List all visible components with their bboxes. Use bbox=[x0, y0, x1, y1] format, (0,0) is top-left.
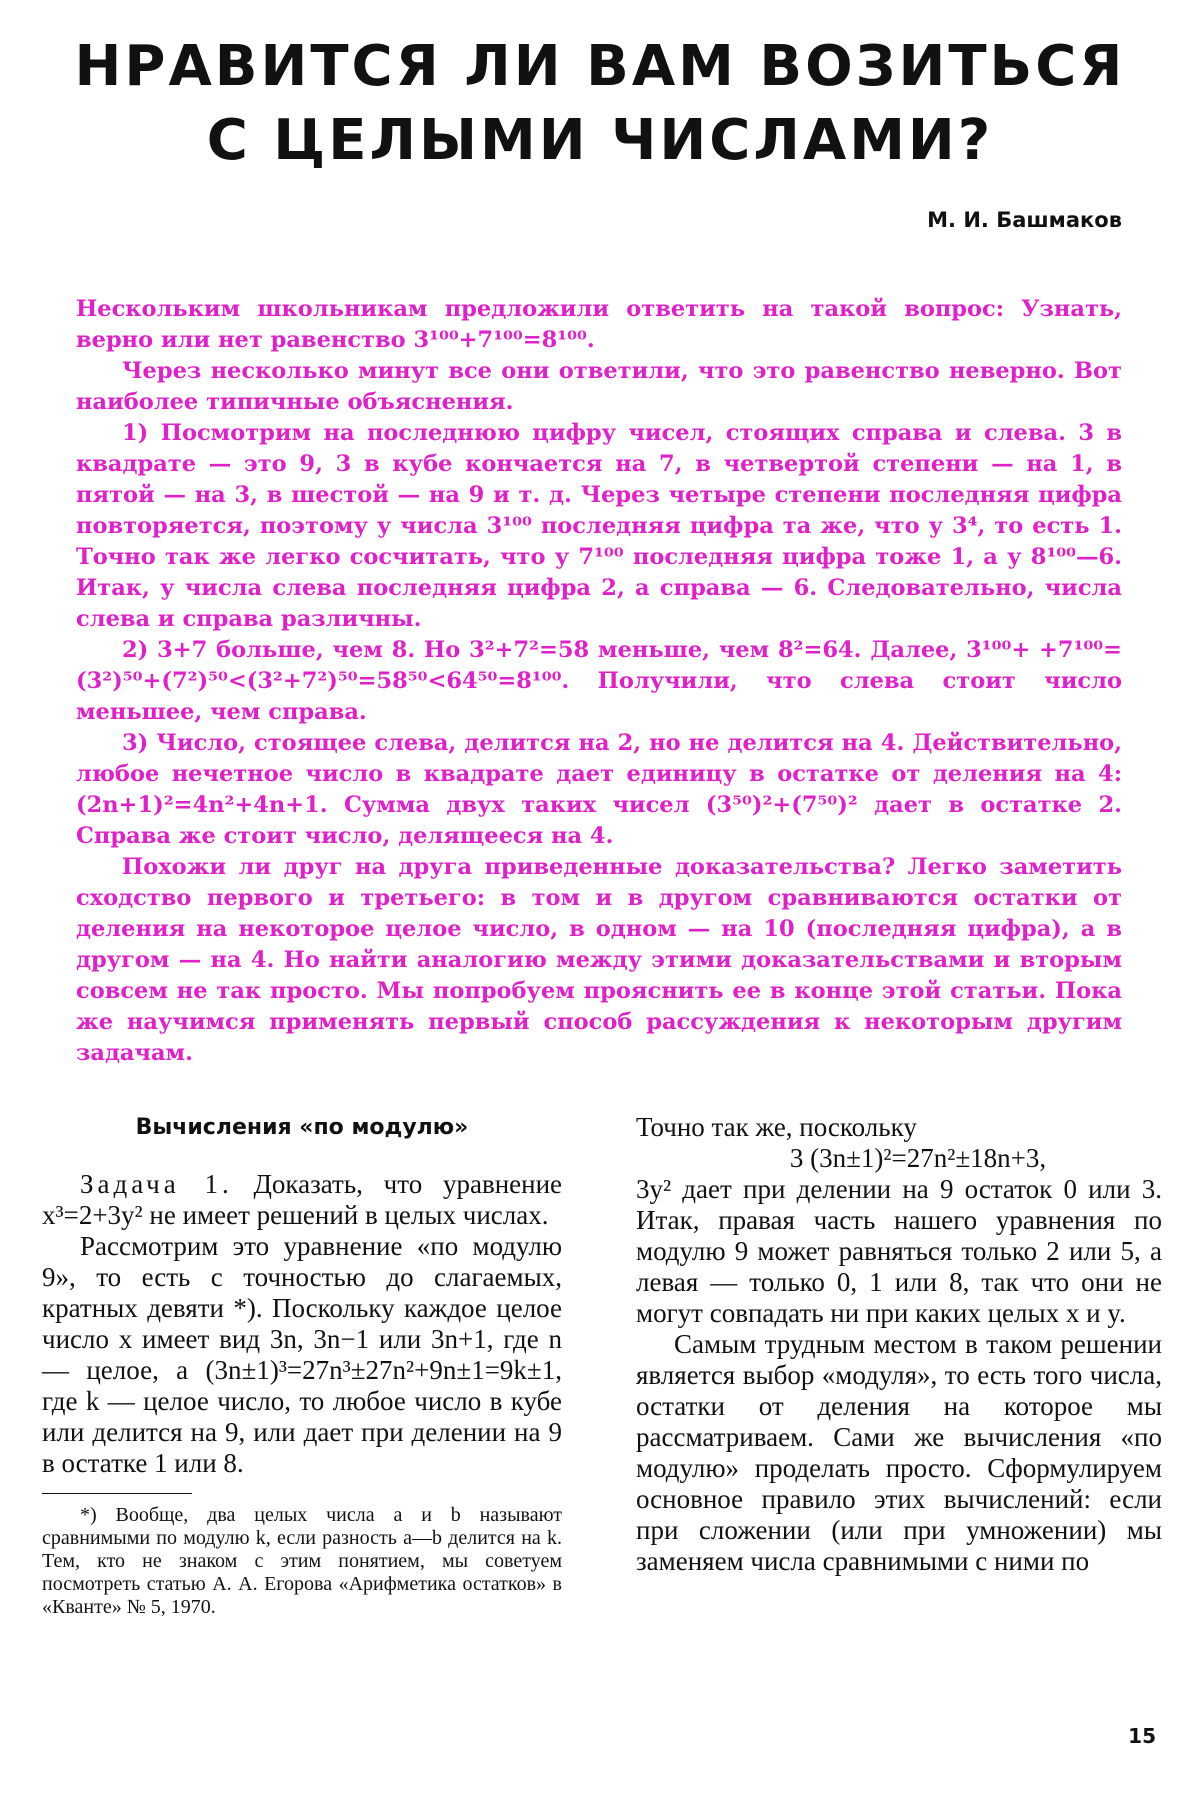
task-label: Задача 1. bbox=[80, 1169, 233, 1199]
author-name: М. И. Башмаков bbox=[927, 208, 1122, 232]
intro-paragraph-question: Нескольким школьникам предложили ответить на такой вопрос: Узнать, верно или нет равенство 3¹⁰⁰+7¹⁰⁰=8¹⁰⁰. bbox=[76, 296, 1122, 353]
right-paragraph-2: Самым трудным местом в таком решении является выбор «модуля», то есть того числа, остатки от деления на которое мы рассматриваем. Сами же вычисления «по модулю» проделать просто. Сформулируем основное правило этих вычислений: если при сложении (или при умножении) мы заменяем числа сравнимыми с ними по bbox=[636, 1329, 1162, 1576]
intro-block bbox=[76, 294, 1122, 1069]
task-paragraph bbox=[42, 1169, 562, 1231]
intro-paragraph-answer: Через несколько минут все они ответили, что это равенство неверно. Вот наиболее типичные объяснения. bbox=[76, 358, 1122, 415]
right-lead: Точно так же, поскольку bbox=[636, 1112, 917, 1142]
intro-paragraph-comparison: Похожи ли друг на друга приведенные доказательства? Легко заметить сходство первого и третьего: в том и в другом сравниваются остатки от деления на некоторое целое число, в одном — на 10 (последняя цифра), а в другом — на 4. Но найти аналогию между этими доказательствами и вторым совсем не так просто. Мы попробуем прояснить ее в конце этой статьи. Пока же научимся применять первый способ рассуждения к некоторым другим задачам. bbox=[76, 854, 1122, 1066]
section-heading: Вычисления «по модулю» bbox=[135, 1115, 469, 1140]
footnote: *) Вообще, два целых числа a и b называют сравнимыми по модулю k, если разность a—b делится на k. Тем, кто не знаком с этим понятием, мы советуем посмотреть статью А. А. Егорова «Арифметика остатков» в «Кванте» № 5, 1970. bbox=[42, 1504, 562, 1618]
article-title bbox=[60, 30, 1140, 178]
intro-paragraph-explanation-2: 2) 3+7 больше, чем 8. Но 3²+7²=58 меньше, чем 8²=64. Далее, 3¹⁰⁰+ +7¹⁰⁰=(3²)⁵⁰+(7²)⁵⁰<(3²+7²)⁵⁰=58⁵⁰<64⁵⁰=8¹⁰⁰. Получили, что слева стоит число меньшее, чем справа. bbox=[76, 637, 1122, 725]
page-number: 15 bbox=[1128, 1724, 1156, 1748]
intro-paragraph-explanation-1: 1) Посмотрим на последнюю цифру чисел, стоящих справа и слева. 3 в квадрате — это 9, 3 в кубе кончается на 7, в четвертой степени — на 1, в пятой — на 3, в шестой — на 9 и т. д. Через четыре степени последняя цифра повторяется, поэтому у числа 3¹⁰⁰ последняя цифра та же, что у 3⁴, то есть 1. Точно так же легко сосчитать, что у 7¹⁰⁰ последняя цифра тоже 1, а у 8¹⁰⁰—6. Итак, у числа слева последняя цифра 2, а справа — 6. Следовательно, числа слева и справа различны. bbox=[76, 420, 1122, 632]
left-paragraph-1: Рассмотрим это уравнение «по модулю 9», то есть с точностью до слагаемых, кратных девяти *). Поскольку каждое целое число x имеет вид 3n, 3n−1 или 3n+1, где n — целое, а (3n±1)³=27n³±27n²+9n±1=9k±1, где k — целое число, то любое число в кубе или делится на 9, или дает при делении на 9 в остатке 1 или 8. bbox=[42, 1231, 562, 1478]
title-line-2: С ЦЕЛЫМИ ЧИСЛАМИ? bbox=[206, 108, 994, 173]
task-text: Доказать, что уравнение x³=2+3y² не имеет решений в целых числах. bbox=[42, 1169, 563, 1230]
title-line-1: НРАВИТСЯ ЛИ ВАМ ВОЗИТЬСЯ bbox=[74, 34, 1126, 99]
footnote-divider bbox=[42, 1493, 192, 1494]
right-paragraph-1: 3y² дает при делении на 9 остаток 0 или 3. Итак, правая часть нашего уравнения по модулю 9 может равняться только 2 или 5, а левая — только 0, 1 или 8, так что они не могут совпадать ни при каких целых x и y. bbox=[636, 1174, 1162, 1328]
right-column bbox=[636, 1112, 1162, 1577]
intro-paragraph-explanation-3: 3) Число, стоящее слева, делится на 2, но не делится на 4. Действительно, любое нечетное число в квадрате дает единицу в остатке от деления на 4: (2n+1)²=4n²+4n+1. Сумма двух таких чисел (3⁵⁰)²+(7⁵⁰)² дает в остатке 2. Справа же стоит число, делящееся на 4. bbox=[76, 730, 1122, 849]
left-column bbox=[42, 1112, 562, 1619]
right-formula: 3 (3n±1)²=27n²±18n+3, bbox=[789, 1143, 1047, 1173]
